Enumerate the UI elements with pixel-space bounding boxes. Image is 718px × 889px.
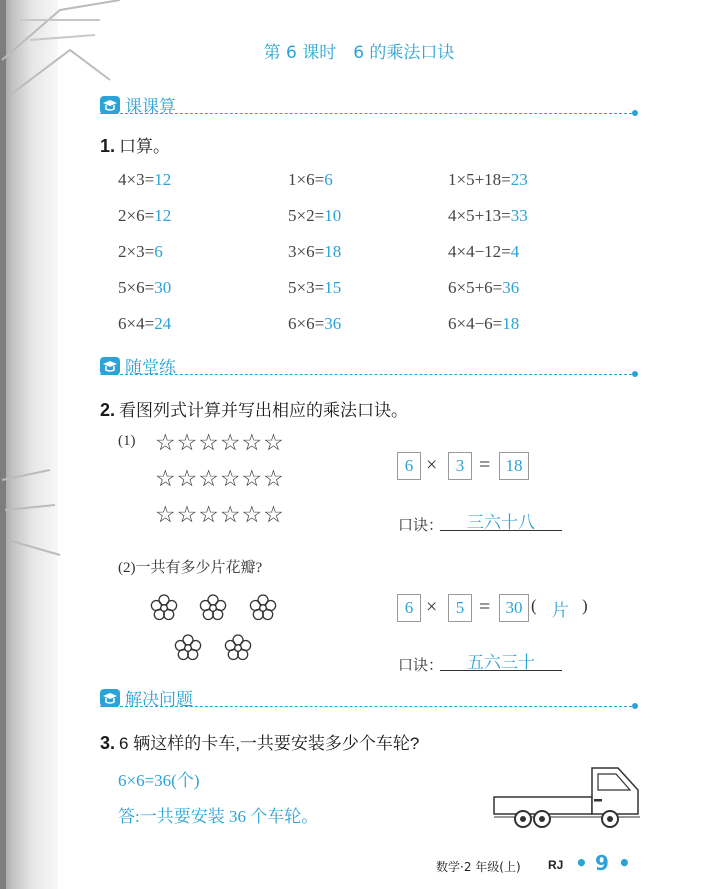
calc-item: 6×6=36 [288, 314, 342, 333]
answer-box-factor-2[interactable]: 5 [448, 594, 472, 622]
part-label: (1) [118, 433, 136, 449]
answer: 23 [510, 170, 528, 189]
page-number: 9 [595, 851, 609, 875]
page-number-bullet-right: • [618, 851, 631, 875]
times-sign: × [426, 454, 438, 476]
calc-item: 6×4=24 [118, 314, 172, 333]
written-answer[interactable]: 答:一共要安装 36 个车轮。 [118, 807, 319, 826]
calc-item: 6×4−6=18 [448, 314, 520, 333]
question-text: 口算。 [119, 137, 171, 156]
flower-icon [174, 634, 202, 662]
page-title: 第 6 课时 6 的乘法口诀 [263, 43, 455, 63]
answer-box-factor-1[interactable]: 6 [397, 594, 421, 622]
formula-answer[interactable]: 五六三十 [440, 648, 562, 671]
formula-label: 口诀： [398, 516, 444, 534]
calc-item: 4×3=12 [118, 170, 172, 189]
section-title: 解决问题 [125, 690, 193, 710]
divider-dot [632, 703, 638, 709]
flower-icon [150, 594, 178, 622]
equals-sign: = [479, 454, 491, 476]
star-row: ☆☆☆☆☆☆ [155, 466, 285, 492]
calc-item: 1×5+18=23 [448, 170, 528, 189]
question-3 [100, 729, 419, 754]
calc-item: 4×4−12=4 [448, 242, 520, 261]
section-divider [100, 706, 632, 707]
answer: 33 [510, 206, 528, 225]
section-title: 随堂练 [125, 358, 176, 378]
answer: 24 [154, 314, 172, 333]
question-1 [100, 132, 170, 157]
question-number: 2. [100, 400, 116, 420]
watermark-mark-bottom [0, 460, 70, 570]
section-title: 课课算 [125, 97, 176, 117]
answer-box-product[interactable]: 30 [499, 594, 529, 622]
answer-box-factor-1[interactable]: 6 [397, 452, 421, 480]
answer: 6 [154, 242, 163, 261]
formula-label: 口诀： [398, 656, 444, 674]
calc-item: 2×6=12 [118, 206, 172, 225]
flower-icon [249, 594, 277, 622]
answer-box-product[interactable]: 18 [499, 452, 529, 480]
section-divider [100, 374, 632, 375]
question-2 [100, 396, 408, 421]
book-spine-shadow [0, 0, 58, 889]
flower-icon [199, 594, 227, 622]
calc-item: 3×6=18 [288, 242, 342, 261]
times-sign: × [426, 596, 438, 618]
graduation-cap-icon [100, 96, 120, 114]
section-header-practice [100, 92, 176, 117]
calc-item: 4×5+13=33 [448, 206, 528, 225]
footer-edition: RJ [548, 858, 564, 872]
answer: 18 [324, 242, 342, 261]
unit-answer[interactable]: 片 [552, 601, 569, 621]
formula-answer[interactable]: 三六十八 [440, 508, 562, 531]
equals-sign: = [479, 596, 491, 618]
section-divider [100, 113, 632, 114]
page-edge [0, 0, 6, 889]
truck-illustration [492, 764, 642, 834]
answer: 12 [154, 170, 172, 189]
unit-paren-open: ( [531, 596, 537, 615]
section-header-problem-solving [100, 685, 193, 710]
graduation-cap-icon [100, 689, 120, 707]
answer: 10 [324, 206, 342, 225]
star-row: ☆☆☆☆☆☆ [155, 502, 285, 528]
calc-item: 5×3=15 [288, 278, 342, 297]
calc-item: 2×3=6 [118, 242, 163, 261]
question-number: 3. [100, 733, 116, 753]
divider-dot [632, 371, 638, 377]
star-row: ☆☆☆☆☆☆ [155, 430, 285, 456]
answer: 36 [324, 314, 342, 333]
question-text: 看图列式计算并写出相应的乘法口诀。 [119, 401, 409, 420]
answer: 4 [510, 242, 520, 261]
question-text: 6 辆这样的卡车,一共要安装多少个车轮? [119, 734, 420, 753]
answer: 6 [324, 170, 333, 189]
question-number: 1. [100, 136, 116, 156]
graduation-cap-icon [100, 357, 120, 375]
part-label: (2)一共有多少片花瓣? [118, 560, 263, 576]
answer: 18 [502, 314, 520, 333]
calc-item: 5×6=30 [118, 278, 172, 297]
page-number-bullet-left: • [575, 851, 588, 875]
answer: 12 [154, 206, 172, 225]
flower-icon [224, 634, 252, 662]
unit-paren-close: ) [582, 596, 588, 615]
answer: 30 [154, 278, 172, 297]
calc-item: 5×2=10 [288, 206, 342, 225]
calc-item: 1×6=6 [288, 170, 333, 189]
divider-dot [632, 110, 638, 116]
calculation-answer[interactable]: 6×6=36(个) [118, 771, 200, 790]
answer-box-factor-2[interactable]: 3 [448, 452, 472, 480]
footer-subject: 数学·2 年级(上) [436, 860, 521, 874]
answer: 36 [502, 278, 520, 297]
answer: 15 [324, 278, 342, 297]
calc-item: 6×5+6=36 [448, 278, 520, 297]
section-header-classwork [100, 353, 176, 378]
